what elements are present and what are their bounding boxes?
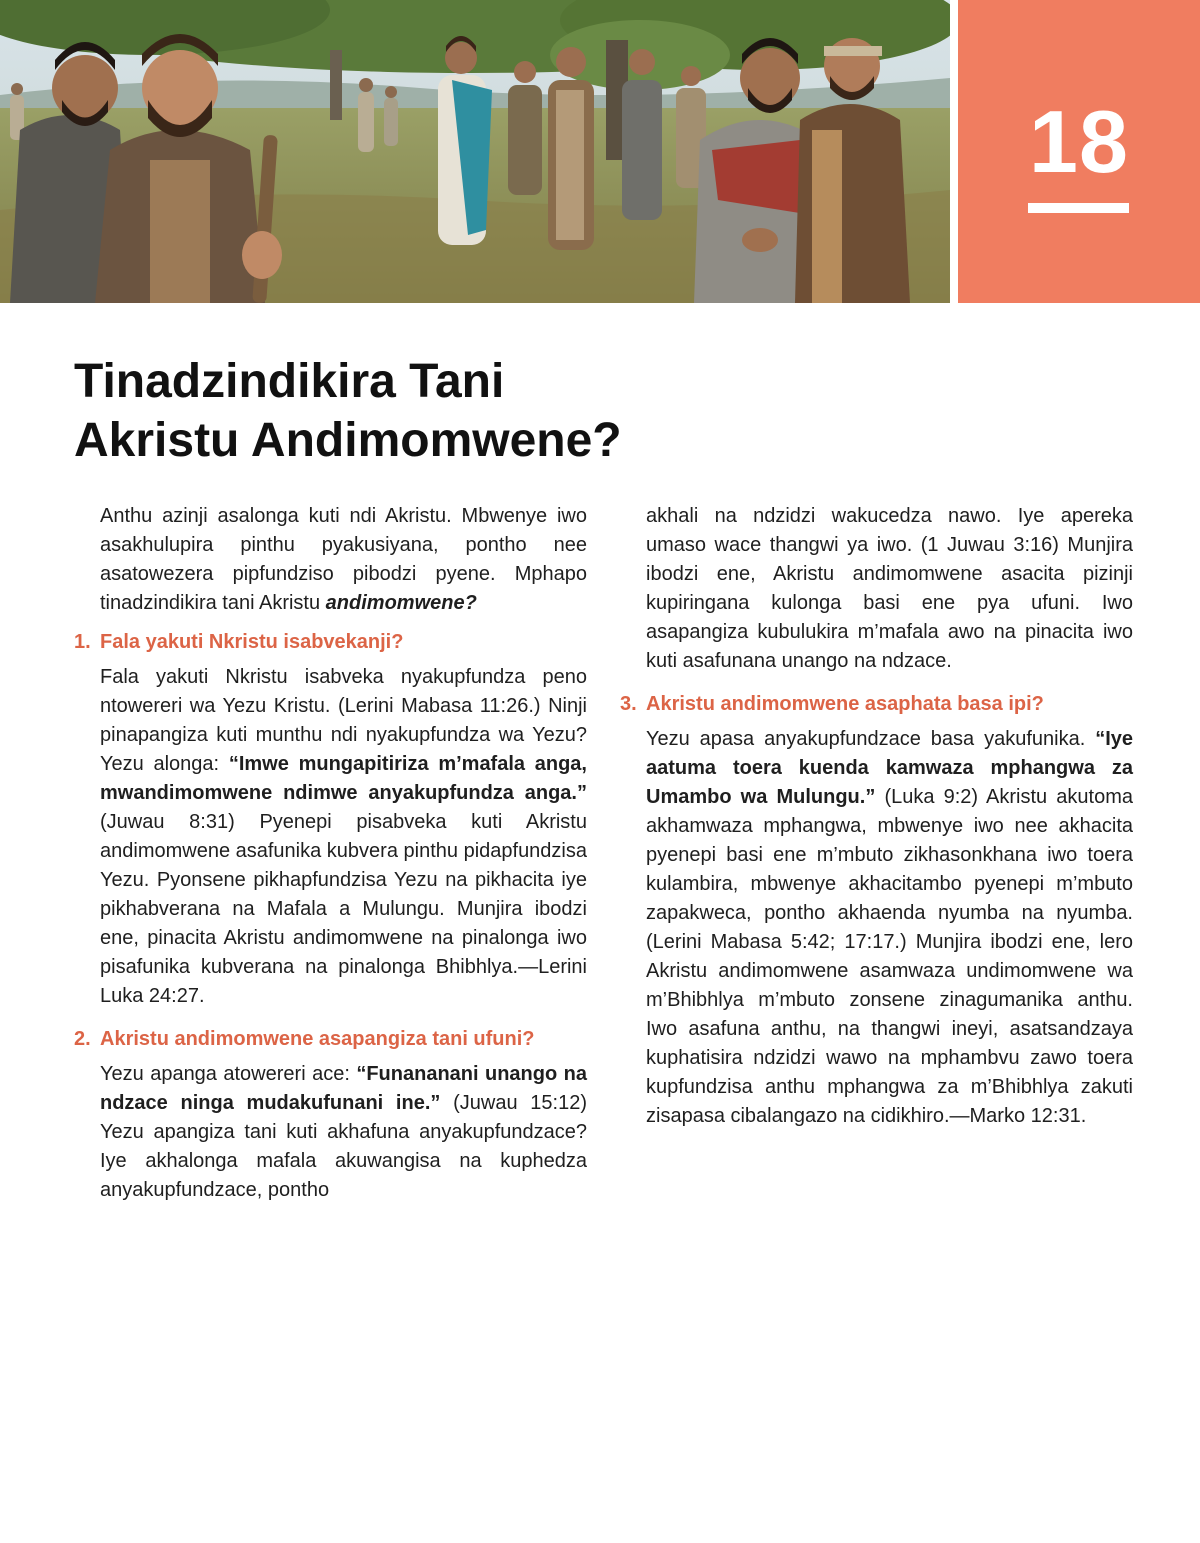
answer-1-text-a: Fala yakuti Nkristu isabveka nyakupfundza peno ntowereri wa Yezu Kristu. (Lerini Mabasa 11:26.) Ninji pinapangiza kuti munthu ndi nyakupfundza wa Yezu? Yezu alonga: — [100, 666, 587, 775]
answer-3-paragraph — [620, 725, 1133, 1131]
answer-1-paragraph — [74, 663, 587, 1011]
answer-2-paragraph-continued — [620, 502, 1133, 676]
lesson-number-badge — [958, 0, 1200, 303]
answer-2-text-continued: akhali na ndzidzi wakucedza nawo. Iye apereka umaso wace thangwi ya iwo. (1 Juwau 3:16) Munjira ibodzi ene, Akristu andimomwene asacita pizinji kupiringana kulonga basi ene pya ufuni. Iwo asapangiza kubulukira m’mafala awo na pinacita iwo kuti asafunana unango na ndzace. — [646, 505, 1133, 672]
intro-paragraph — [74, 502, 587, 618]
answer-2-text-b: (Juwau 15:12) Yezu apangiza tani kuti akhafuna anyakupfundzace? Iye akhalonga mafala akuwangisa na kuphedza anyakupfundzace, pontho — [100, 1092, 587, 1201]
question-2-text: Akristu andimomwene asapangiza tani ufuni? — [100, 1028, 535, 1050]
answer-1-quote: “Imwe mungapitiriza m’mafala anga, mwandimomwene ndimwe anyakupfundza anga.” — [100, 753, 587, 804]
question-3-text: Akristu andimomwene asaphata basa ipi? — [646, 693, 1044, 715]
question-1-number: 1. — [74, 631, 91, 653]
question-2-number: 2. — [74, 1028, 91, 1050]
page-title — [74, 352, 622, 470]
question-3 — [620, 690, 1133, 719]
answer-1-text-b: (Juwau 8:31) Pyenepi pisabveka kuti Akristu andimomwene asafunika kubvera pinthu pidapfundzisa Yezu. Pyonsene pikhapfundzisa Yezu na pikhacita iye pikhabverana na Mafala a Mulungu. Munjira ibodzi ene, pinacita Akristu andimomwene na pinalonga iwo pisafunika kubverana na pinalonga Bhibhlya.—Lerini Luka 24:27. — [100, 811, 587, 1007]
left-column — [74, 502, 587, 1205]
question-3-number: 3. — [620, 693, 637, 715]
title-line-1: Tinadzindikira Tani — [74, 355, 505, 408]
question-2 — [74, 1025, 587, 1054]
answer-2-text-a: Yezu apanga atowereri ace: — [100, 1063, 357, 1085]
intro-emphasis: andimomwene? — [325, 592, 477, 614]
title-line-2: Akristu Andimomwene? — [74, 414, 622, 467]
answer-2-quote: “Funananani unango na ndzace ninga mudakufunani ine.” — [100, 1063, 587, 1114]
lesson-number: 18 — [1029, 92, 1129, 191]
answer-3-text-a: Yezu apasa anyakupfundzace basa yakufunika. — [646, 728, 1096, 750]
answer-3-quote: “Iye aatuma toera kuenda kamwaza mphangwa za Umambo wa Mulungu.” — [646, 728, 1133, 808]
question-1-text: Fala yakuti Nkristu isabvekanji? — [100, 631, 404, 653]
badge-underline — [1028, 203, 1129, 213]
disciples-walking-illustration — [0, 0, 950, 303]
question-1 — [74, 628, 587, 657]
header-illustration — [0, 0, 950, 303]
answer-2-paragraph-start — [74, 1060, 587, 1205]
answer-3-text-b: (Luka 9:2) Akristu akutoma akhamwaza mphangwa, mbwenye iwo nee akhacita pyenepi basi ene m’mbuto zikhasonkhana iwo toera kulambira, mbwenye akhacitambo pyenepi m’mbuto zapakweca, pontho akhaenda nyumba na nyumba. (Lerini Mabasa 5:42; 17:17.) Munjira ibodzi ene, lero Akristu andimomwene asamwaza undimomwene wa m’Bhibhlya m’mbuto zonsene zinagumanika anthu. Iwo asafuna anthu, na thangwi ineyi, asatsandzaya kuphatisira ndzidzi wawo na mphambvu zawo toera kupfundzisa anthu mphangwa za m’Bhibhlya zakuti zisapasa cibalangazo na cidikhiro.—Marko 12:31. — [646, 786, 1133, 1127]
intro-text: Anthu azinji asalonga kuti ndi Akristu. Mbwenye iwo asakhulupira pinthu pyakusiyana, pontho nee asatowezera pipfundziso pibodzi pyene. Mphapo tinadzindikira tani Akristu — [100, 505, 587, 614]
right-column — [620, 502, 1133, 1131]
